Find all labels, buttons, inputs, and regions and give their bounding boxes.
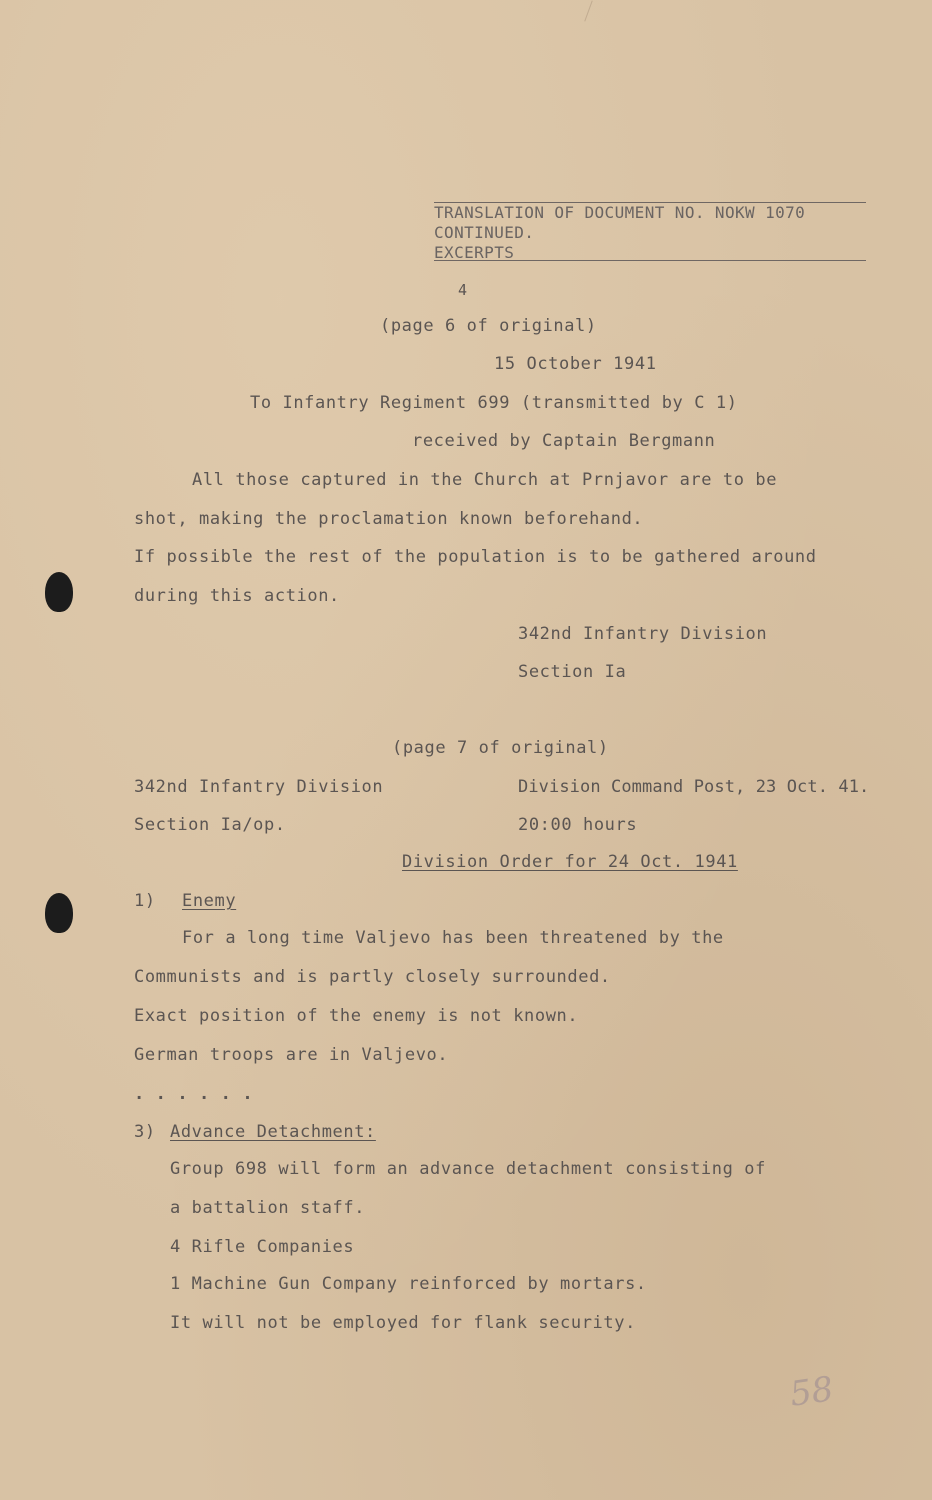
omission-ellipsis: . . . . . . [134, 1084, 254, 1104]
punch-hole-bottom [45, 893, 73, 933]
advance-body-line-3: 4 Rifle Companies [170, 1237, 355, 1257]
enemy-body-line-2: Communists and is partly closely surrounded. [134, 967, 611, 987]
advance-body-line-5: It will not be employed for flank security. [170, 1313, 636, 1333]
signature-section: Section Ia [518, 662, 627, 682]
signature-division: 342nd Infantry Division [518, 624, 768, 644]
enemy-number: 1) [134, 891, 156, 911]
enemy-body-line-1: For a long time Valjevo has been threatened by the [182, 928, 724, 948]
command-post: Division Command Post, 23 Oct. 41. [518, 777, 870, 797]
advance-number: 3) [134, 1122, 156, 1142]
enemy-body-line-4: German troops are in Valjevo. [134, 1045, 449, 1065]
advance-heading: Advance Detachment: [170, 1122, 376, 1142]
advance-body-line-1: Group 698 will form an advance detachment consisting of [170, 1159, 766, 1179]
received-by: received by Captain Bergmann [412, 431, 716, 451]
enemy-body-line-3: Exact position of the enemy is not known. [134, 1006, 579, 1026]
order-body-line-2: shot, making the proclamation known beforehand. [134, 509, 644, 529]
order-date: 15 October 1941 [494, 354, 657, 374]
punch-hole-top [45, 572, 73, 612]
archive-stamp-number: 58 [787, 1369, 836, 1415]
order-body-line-4: during this action. [134, 586, 340, 606]
addressee: To Infantry Regiment 699 (transmitted by C 1) [250, 393, 738, 413]
paper-crease [584, 0, 592, 21]
from-section: Section Ia/op. [134, 815, 286, 835]
order-body-line-3: If possible the rest of the population is to be gathered around [134, 547, 817, 567]
from-division: 342nd Infantry Division [134, 777, 384, 797]
header-line-1: TRANSLATION OF DOCUMENT NO. NOKW 1070 [434, 203, 806, 222]
page-ref-6: (page 6 of original) [380, 316, 597, 336]
header-line-2: CONTINUED. [434, 223, 535, 242]
division-order-title: Division Order for 24 Oct. 1941 [402, 852, 738, 872]
order-body-line-1: All those captured in the Church at Prnjavor are to be [192, 470, 778, 490]
page-number: 4 [458, 281, 468, 299]
header-bottom-rule [434, 260, 866, 261]
advance-body-line-4: 1 Machine Gun Company reinforced by mortars. [170, 1274, 647, 1294]
advance-body-line-2: a battalion staff. [170, 1198, 366, 1218]
header-line-3: EXCERPTS [434, 243, 515, 262]
page-ref-7: (page 7 of original) [392, 738, 609, 758]
order-time: 20:00 hours [518, 815, 638, 835]
enemy-heading: Enemy [182, 891, 237, 911]
